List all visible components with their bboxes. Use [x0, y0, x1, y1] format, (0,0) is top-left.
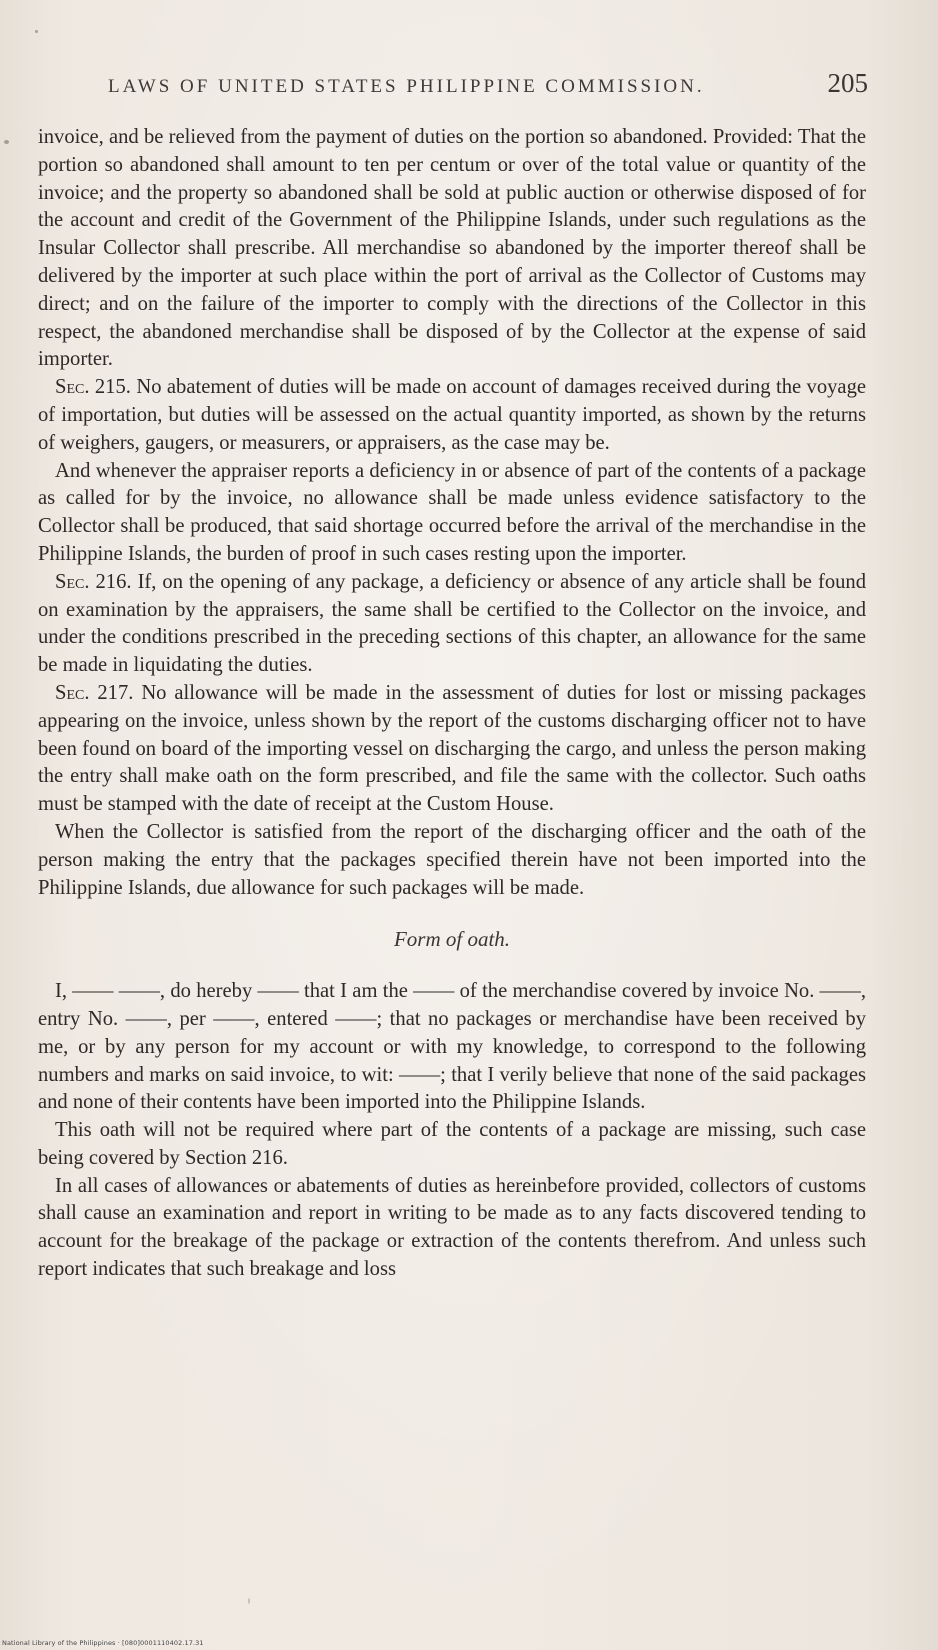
scan-credit: National Library of the Philippines · [080]0001110402.17.31	[2, 1639, 204, 1647]
oath-exception-paragraph: This oath will not be required where part of the contents of a package are missing, such case being covered by Section 216.	[38, 1119, 866, 1169]
section-217-label: Sec. 217.	[55, 681, 134, 704]
ink-speck	[35, 30, 38, 33]
section-217-text: No allowance will be made in the assessment of duties for lost or missing packages appearing on the invoice, unless shown by the report of the customs discharging officer not to have been found on board of the importing vessel on discharging the cargo, and unless the person making the entry shall make oath on the form prescribed, and file the same with the collector. Such oaths must be stamped with the date of receipt at the Custom House.	[38, 681, 866, 816]
section-216-label: Sec. 216.	[55, 570, 132, 593]
section-216-text: If, on the opening of any package, a deficiency or absence of any article shall be found on examination by the appraisers, the same shall be certified to the Collector on the invoice, and under the conditions prescribed in the preceding sections of this chapter, an allowance for the same be made in liquidating the duties.	[38, 570, 867, 677]
page-number: 205	[827, 68, 868, 98]
section-216	[38, 569, 866, 680]
ink-speck	[248, 1598, 250, 1604]
running-header	[108, 68, 868, 100]
section-215-text: No abatement of duties will be made on account of damages received during the voyage of importation, but duties will be assessed on the actual quantity imported, as shown by the returns of weighers, gaugers, or measurers, or appraisers, as the case may be.	[38, 376, 867, 454]
section-217	[38, 680, 866, 819]
body-text	[38, 124, 866, 1284]
section-215-label: Sec. 215.	[55, 376, 131, 399]
ink-speck	[4, 140, 9, 144]
allowance-paragraph: When the Collector is satisfied from the report of the discharging officer and the oath of the person making the entry that the packages specified therein have not been imported into the Philippine Islands, due allowance for such packages will be made.	[38, 820, 866, 899]
deficiency-paragraph: And whenever the appraiser reports a deficiency in or absence of part of the contents of a package as called for by the invoice, no allowance shall be made unless evidence satisfactory to the Collector shall be produced, that said shortage occurred before the arrival of the merchandise in the Philippine Islands, the burden of proof in such cases resting upon the importer.	[38, 459, 866, 565]
running-title: LAWS OF UNITED STATES PHILIPPINE COMMISSION.	[108, 76, 705, 97]
examination-paragraph: In all cases of allowances or abatements of duties as hereinbefore provided, collectors of customs shall cause an examination and report in writing to be made as to any facts discovered tending to account for the breakage of the package or extraction of the contents therefrom. And unless such report indicates that such breakage and loss	[38, 1174, 866, 1281]
form-of-oath-heading: Form of oath.	[393, 927, 511, 952]
continued-paragraph: invoice, and be relieved from the payment of duties on the portion so abandoned. Provided: That the portion so abandoned shall amount to ten per centum or over of the total value or quantity of the invoice; and the property so abandoned shall be sold at public auction or otherwise disposed of for the account and credit of the Government of the Philippine Islands, under such regulations as the Insular Collector shall prescribe. All merchandise so abandoned by the importer thereof shall be delivered by the importer at such place within the port of arrival as the Collector of Customs may direct; and on the failure of the importer to comply with the directions of the Collector in this respect, the abandoned merchandise shall be disposed of by the Collector at the expense of said importer.	[38, 126, 866, 371]
oath-form-text: I, —— ——, do hereby —— that I am the —— of the merchandise covered by invoice No. ——, entry No. ——, per ——, entered ——; that no packages or merchandise have been received by me, or by any person for my account or with my knowledge, to correspond to the following numbers and marks on said invoice, to wit: ——; that I verily believe that none of the said packages and none of their contents have been imported into the Philippine Islands.	[38, 980, 866, 1114]
section-215	[38, 374, 866, 457]
